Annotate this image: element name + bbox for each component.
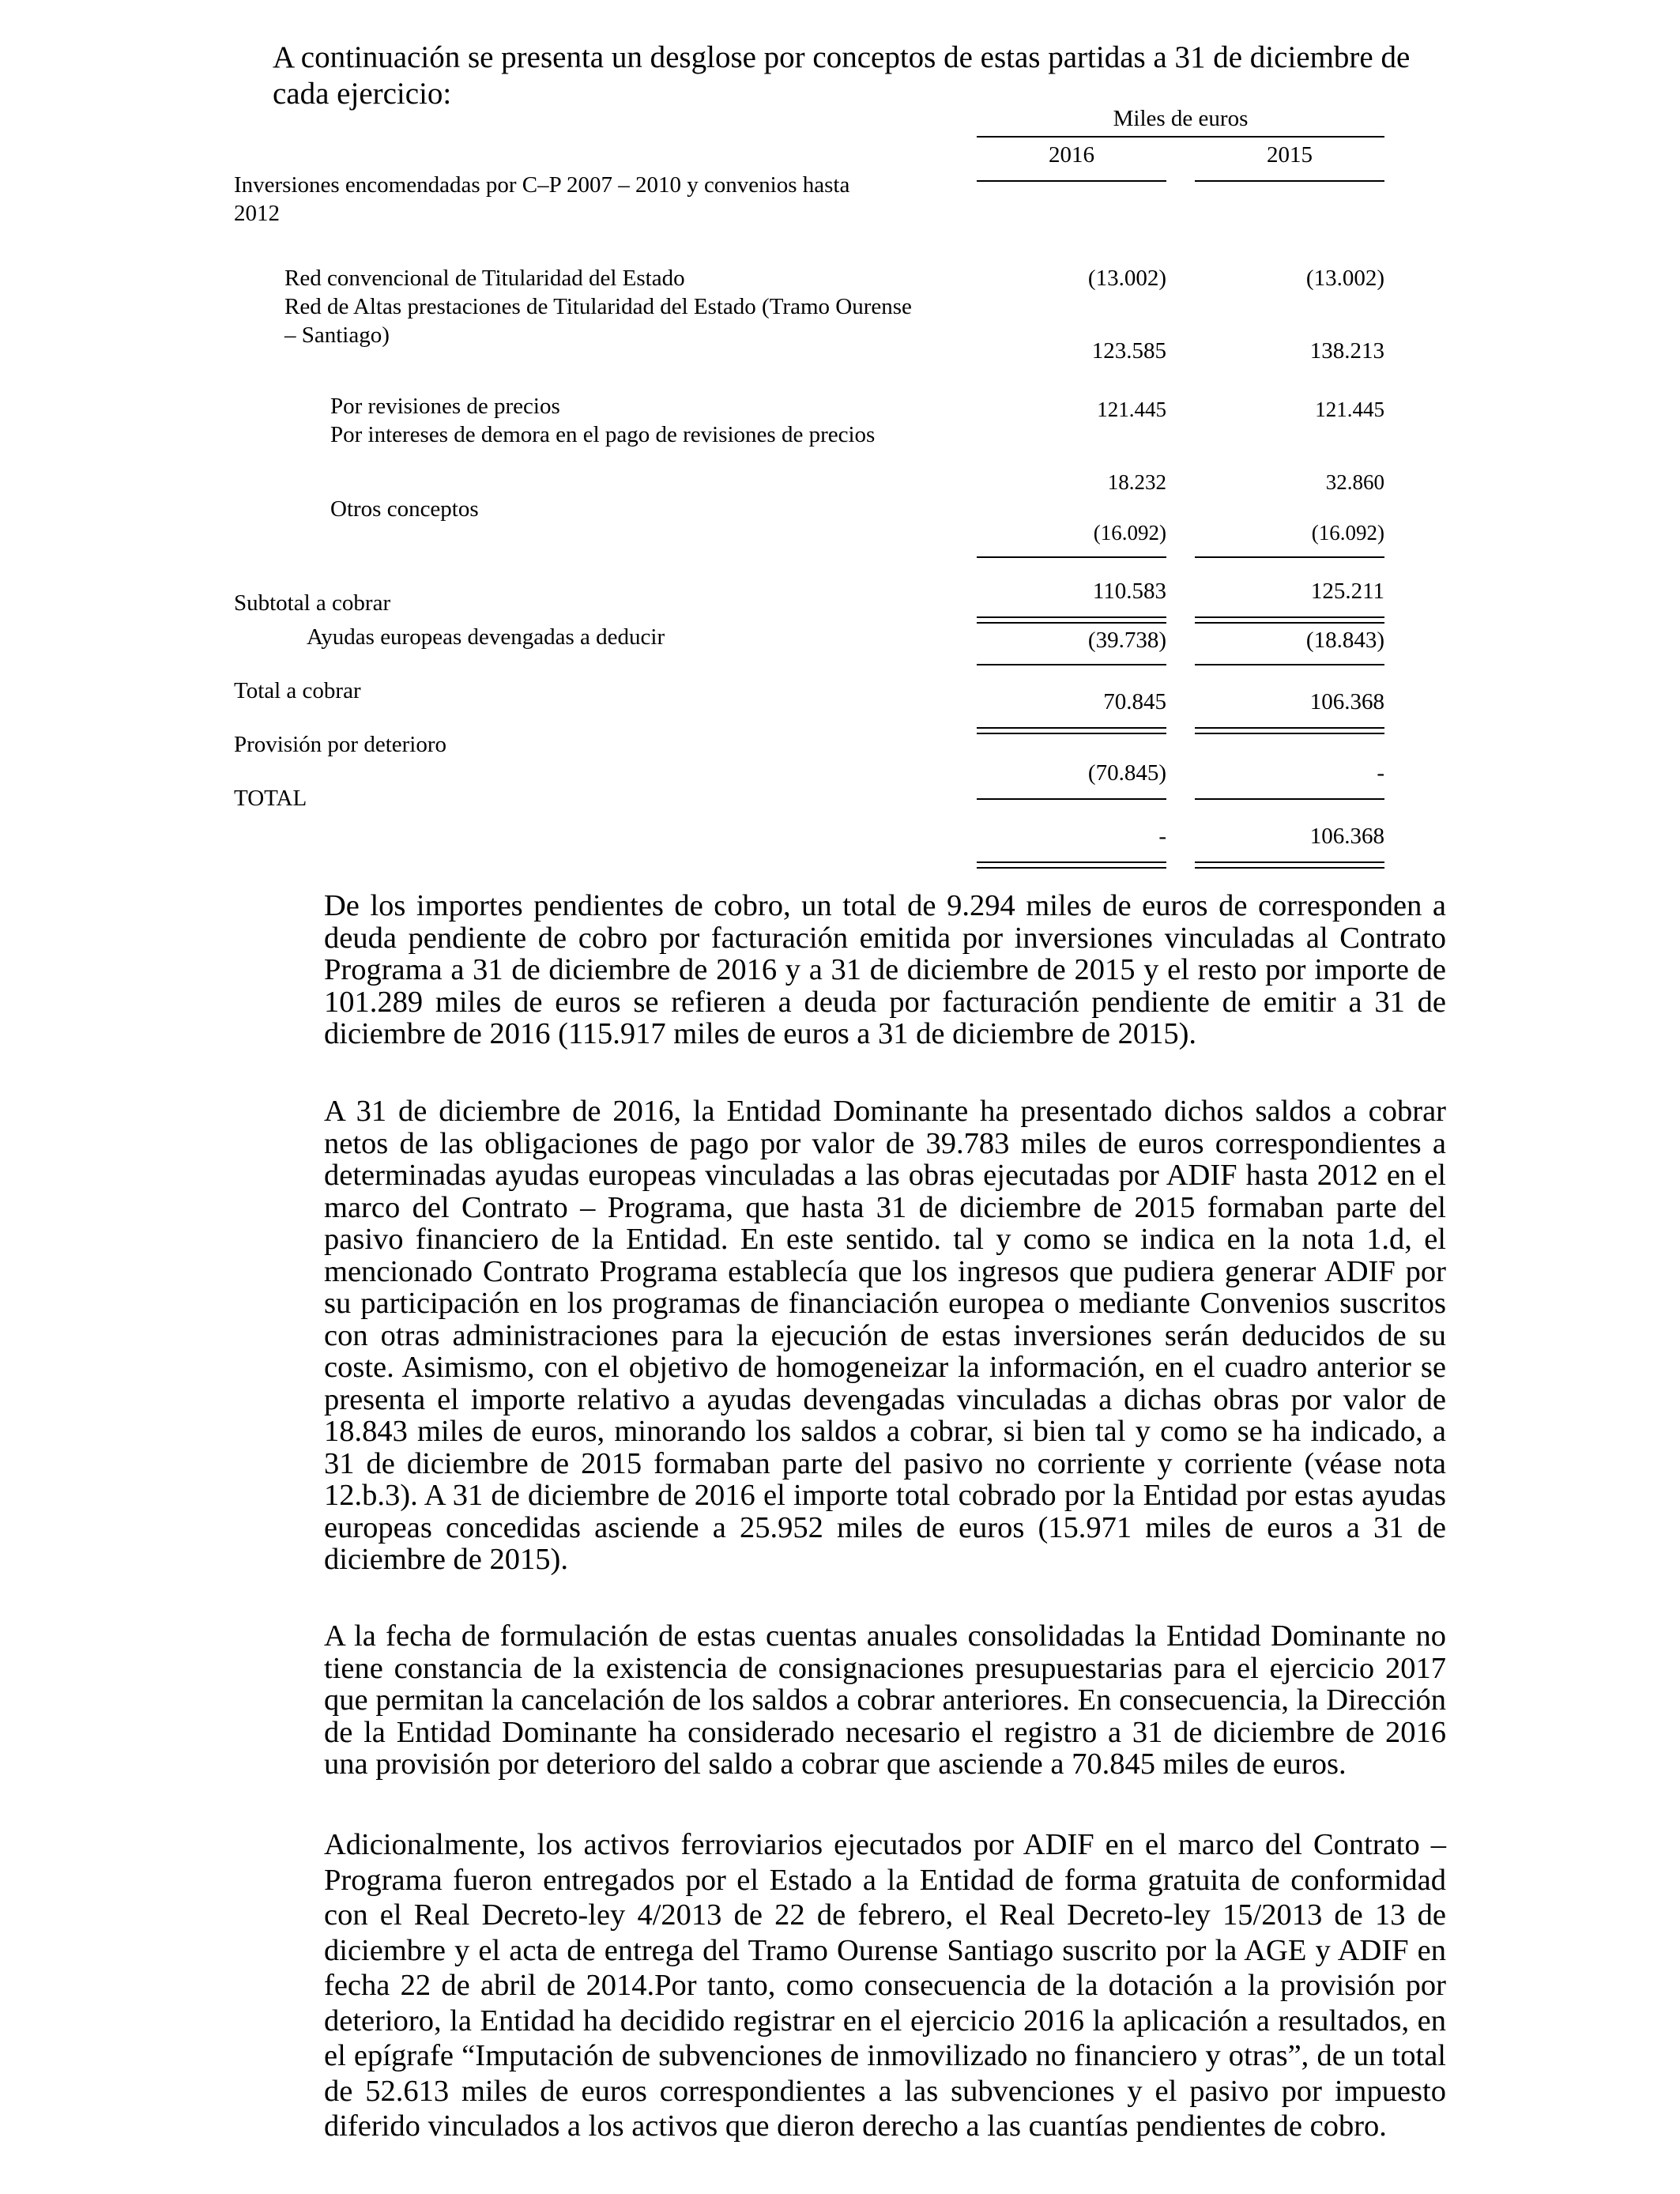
row-label-red-convencional: Red convencional de Titularidad del Estado [284, 266, 685, 291]
section-title: Inversiones encomendadas por C–P 2007 – 2010 y convenios hasta 2012 [234, 172, 850, 226]
row-value-2016: (70.845) [1087, 760, 1166, 786]
rule [977, 556, 1166, 558]
header-rule [977, 136, 1384, 138]
col-header-2016: 2016 [1049, 142, 1094, 168]
row-value-2015: 106.368 [1309, 824, 1384, 849]
intro-text: A continuación se presenta un desglose por conceptos de estas partidas a 31 de diciembre de cada ejercicio: [273, 40, 1411, 111]
col-rule-2015 [1195, 180, 1384, 182]
paragraph-3: A la fecha de formulación de estas cuentas anuales consolidadas la Entidad Dominante no tiene constancia de la existencia de consignaciones presupuestarias para el ejercicio 2017 que permitan la cancelación de los saldos a cobrar anteriores. En consecuencia, la Dirección de la Entidad Dominante ha considerado necesario el registro a 31 de diciembre de 2016 una provisión por deterioro del saldo a cobrar que asciende a 70.845 miles de euros. [324, 1619, 1446, 1781]
row-label-intereses: Por intereses de demora en el pago de revisiones de precios [330, 422, 876, 447]
double-rule [1195, 727, 1384, 734]
row-label-ayudas: Ayudas europeas devengadas a deducir [307, 624, 665, 650]
col-header-2015: 2015 [1267, 142, 1313, 168]
row-value-2016: 121.445 [1097, 398, 1166, 421]
row-value-2015: 106.368 [1309, 689, 1384, 714]
row-value-2016: 18.232 [1107, 470, 1166, 494]
row-value-2015: 32.860 [1325, 470, 1384, 494]
row-label-otros: Otros conceptos [330, 496, 479, 522]
row-label-total-cobrar: Total a cobrar [234, 678, 361, 703]
row-value-2016: 123.585 [1091, 338, 1166, 364]
double-rule [977, 727, 1166, 734]
row-value-2016: - [1158, 824, 1166, 849]
row-value-2015: (18.843) [1305, 628, 1384, 653]
paragraph-4: Adicionalmente, los activos ferroviarios ejecutados por ADIF en el marco del Contrato – Programa fueron entregados por el Estado a la Entidad de forma gratuita de conformidad con el Real Decreto-ley 4/2013 de 22 de febrero, el Real Decreto-ley 15/2013 de 13 de diciembre y el acta de entrega del Tramo Ourense Santiago suscrito por la AGE y ADIF en fecha 22 de abril de 2014.Por tanto, como consecuencia de la dotación a la provisión por deterioro, la Entidad ha decidido registrar en el ejercicio 2016 la aplicación a resultados, en el epígrafe “Imputación de subvenciones de inmovilizado no financiero y otras”, de un total de 52.613 miles de euros correspondientes a las subvenciones y el pasivo por impuesto diferido vinculados a los activos que dieron derecho a las cuantías pendientes de cobro. [324, 1828, 1446, 2143]
rule [1195, 798, 1384, 800]
col-rule-2016 [977, 180, 1166, 182]
row-label-subtotal: Subtotal a cobrar [234, 590, 391, 616]
row-value-2016: (39.738) [1087, 628, 1166, 653]
row-label-red-altas: Red de Altas prestaciones de Titularidad del Estado (Tramo Ourense – Santiago) [284, 294, 912, 348]
rule [1195, 664, 1384, 665]
double-rule [977, 861, 1166, 869]
rule [977, 798, 1166, 800]
double-rule [1195, 616, 1384, 624]
row-value-2015: - [1377, 760, 1384, 786]
row-label-revisiones: Por revisiones de precios [330, 394, 560, 419]
rule [1195, 556, 1384, 558]
double-rule [1195, 861, 1384, 869]
row-value-2015: (16.092) [1311, 521, 1384, 545]
row-value-2015: 121.445 [1315, 398, 1384, 421]
row-value-2015: (13.002) [1305, 266, 1384, 291]
rule [977, 664, 1166, 665]
paragraph-2: A 31 de diciembre de 2016, la Entidad Dominante ha presentado dichos saldos a cobrar netos de las obligaciones de pago por valor de 39.783 miles de euros correspondientes a determinadas ayudas europeas vinculadas a las obras ejecutadas por ADIF hasta 2012 en el marco del Contrato – Programa, que hasta 31 de diciembre de 2015 formaban parte del pasivo financiero de la Entidad. En este sentido. tal y como se indica en la nota 1.d, el mencionado Contrato Programa establecía que los ingresos que pudiera generar ADIF por su participación en los programas de financiación europea o mediante Convenios suscritos con otras administraciones para la ejecución de estas inversiones serán deducidos de su coste. Asimismo, con el objetivo de homogeneizar la información, en el cuadro anterior se presenta el importe relativo a ayudas devengadas vinculadas a dichas obras por valor de 18.843 miles de euros, minorando los saldos a cobrar, si bien tal y como se ha indicado, a 31 de diciembre de 2015 formaban parte del pasivo no corriente y corriente (véase nota 12.b.3). A 31 de diciembre de 2016 el importe total cobrado por la Entidad por estas ayudas europeas concedidas asciende a 25.952 miles de euros (15.971 miles de euros a 31 de diciembre de 2015). [324, 1095, 1446, 1576]
row-label-provision: Provisión por deterioro [234, 732, 447, 757]
row-value-2016: 110.583 [1092, 579, 1166, 604]
row-value-2016: 70.845 [1103, 689, 1166, 714]
unit-header: Miles de euros [1113, 106, 1249, 131]
row-value-2016: (16.092) [1093, 521, 1166, 545]
row-value-2015: 125.211 [1310, 579, 1384, 604]
row-value-2016: (13.002) [1087, 266, 1166, 291]
row-value-2015: 138.213 [1309, 338, 1384, 364]
paragraph-1: De los importes pendientes de cobro, un total de 9.294 miles de euros de corresponden a deuda pendiente de cobro por facturación emitida por inversiones vinculadas al Contrato Programa a 31 de diciembre de 2016 y a 31 de diciembre de 2015 y el resto por importe de 101.289 miles de euros se refieren a deuda por facturación pendiente de emitir a 31 de diciembre de 2016 (115.917 miles de euros a 31 de diciembre de 2015). [324, 889, 1446, 1050]
double-rule [977, 616, 1166, 624]
row-label-total: TOTAL [234, 786, 307, 811]
